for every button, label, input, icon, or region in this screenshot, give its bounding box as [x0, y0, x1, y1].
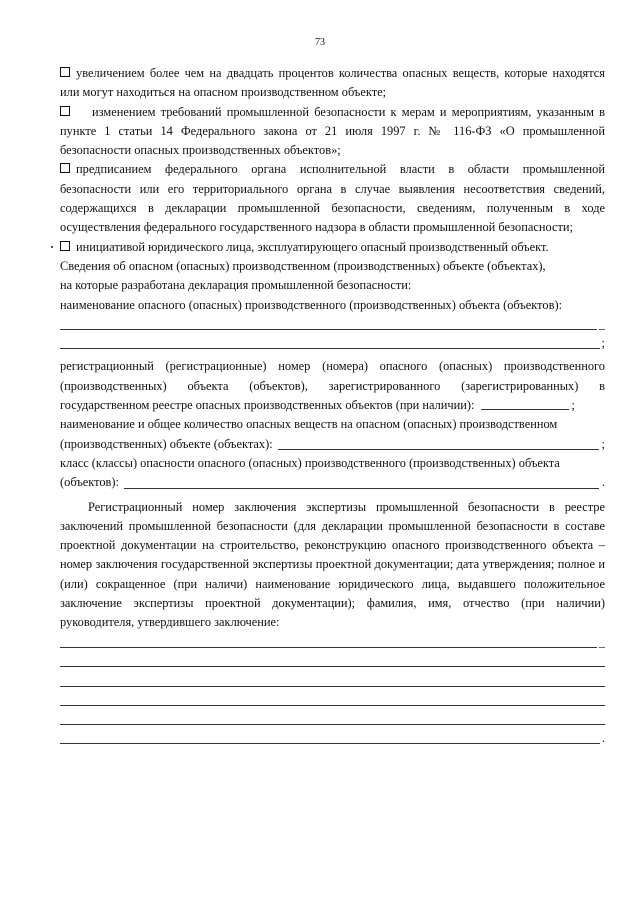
list-item: предписанием федерального органа исполнительной власти в области промышленной безопасности или его территориального органа в случае выявления несоответствия сведений, содержащихся в декларации промышленной безопасности, сведениям, полученным в ходе осуществления федерального государственного надзора в области промышленной безопасности;	[60, 162, 605, 235]
blank-line[interactable]	[60, 710, 605, 729]
list-item: увеличением более чем на двадцать процентов количества опасных веществ, которые находятся или могут находиться на опасном производственном объекте;	[60, 66, 605, 100]
list-item: изменением требований промышленной безопасности к мерам и мероприятиям, указанным в пункте 1 статьи 14 Федерального закона от 21 июля 1997 г. № 116-ФЗ «О промышленной безопасности опасных производственных объектов»;	[60, 104, 605, 158]
reg-number-field[interactable]	[481, 397, 569, 410]
checkbox-icon[interactable]	[60, 163, 70, 173]
blank-line[interactable]: .	[60, 729, 605, 748]
info-header: на которые разработана декларация промышленной безопасности:	[60, 278, 412, 293]
blank-line[interactable]	[60, 691, 605, 710]
scan-speck	[51, 246, 53, 248]
hazard-class-row: (объектов): .	[60, 475, 605, 490]
checkbox-icon[interactable]	[60, 67, 70, 77]
list-item: инициативой юридического лица, эксплуатирующего опасный производственный объект.	[60, 238, 605, 257]
hazard-class-field[interactable]	[124, 488, 599, 489]
substances-field[interactable]	[278, 449, 599, 450]
field-label-hazard-class: класс (классы) опасности опасного (опасных) производственного (производственных) объекта	[60, 455, 560, 470]
page-number: 73	[315, 37, 325, 48]
checkbox-icon[interactable]	[60, 241, 70, 251]
blank-line[interactable]: _	[60, 633, 605, 652]
blank-line[interactable]: ;	[60, 334, 605, 353]
substances-row: (производственных) объекте (объектах): ;	[60, 436, 605, 451]
field-label-substances: наименование и общее количество опасных веществ на опасном (опасных) производственном	[60, 417, 558, 432]
blank-line[interactable]	[60, 671, 605, 690]
blank-line[interactable]: _	[60, 315, 605, 334]
info-header: Сведения об опасном (опасных) производственном (производственных) объекте (объектах),	[60, 258, 546, 273]
field-label-reg-number: регистрационный (регистрационные) номер (номера) опасного (опасных) производственного (производственных) объекта (объектов), зарегистрированного (зарегистрированных) в государственном реестре опасных производственных объектов (при наличии): ;	[60, 359, 605, 413]
checkbox-icon[interactable]	[60, 106, 70, 116]
field-label-object-name: наименование опасного (опасных) производственного (производственных) объекта (объектов):	[60, 297, 563, 312]
document-body	[60, 64, 605, 748]
blank-line[interactable]	[60, 652, 605, 671]
expertise-paragraph: Регистрационный номер заключения экспертизы промышленной безопасности в реестре заключений промышленной безопасности (для декларации промышленной безопасности в составе проектной документации на строительство, реконструкцию опасного производственного объекта – номер заключения государственной экспертизы проектной документации; дата утверждения; полное и (или) сокращенное (при наличи) наименование юридического лица, выдавшего положительное заключение экспертизы проектной документации); фамилия, имя, отчество (при наличии) руководителя, утвердившего заключение:	[60, 499, 605, 630]
